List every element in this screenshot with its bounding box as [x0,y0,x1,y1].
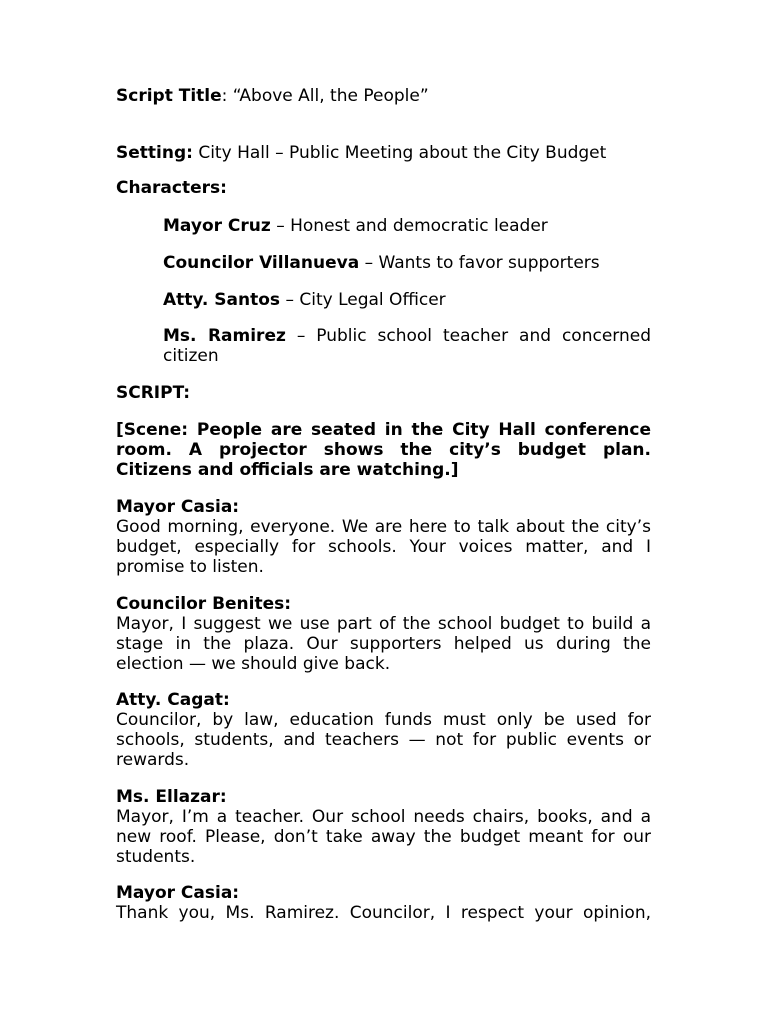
setting-value: City Hall – Public Meeting about the City Budget [192,143,607,163]
speaker-name: Atty. Cagat: [116,690,230,710]
dialogue-block [116,497,651,577]
setting-label: Setting: [116,143,193,163]
character-name: Councilor Villanueva [163,253,360,273]
character-desc: – Public school teacher and concerned citizen [163,326,652,366]
speech-text: Mayor, I’m a teacher. Our school needs chairs, books, and a new roof. Please, don’t take away the budget meant for our students. [116,807,651,867]
speaker-name: Ms. Ellazar: [116,787,227,807]
setting-line [116,143,651,163]
character-name: Mayor Cruz [163,216,271,236]
characters-heading: Characters: [116,178,227,198]
dialogue-block [116,594,651,674]
speech-text: Thank you, Ms. Ramirez. Councilor, I respect your opinion, [116,903,651,923]
character-name: Atty. Santos [163,290,281,310]
character-item [163,216,651,236]
speaker-name: Councilor Benites: [116,594,292,614]
script-page [116,86,651,923]
dialogue-block [116,690,651,770]
script-title-label: Script Title [116,86,222,106]
scene-direction: [Scene: People are seated in the City Hall conference room. A projector shows the city’s budget plan. Citizens and officials are watching.] [116,420,651,480]
character-item [163,290,651,310]
speaker-name: Mayor Casia: [116,497,240,517]
character-desc: – Honest and democratic leader [270,216,548,236]
script-heading: SCRIPT: [116,383,191,403]
dialogue-block [116,883,651,923]
speech-text: Mayor, I suggest we use part of the school budget to build a stage in the plaza. Our supporters helped us during the election — we should give back. [116,614,651,674]
character-item [163,253,651,273]
character-desc: – Wants to favor supporters [359,253,600,273]
character-desc: – City Legal Officer [280,290,446,310]
speaker-name: Mayor Casia: [116,883,240,903]
character-name: Ms. Ramirez [163,326,286,346]
speech-text: Councilor, by law, education funds must only be used for schools, students, and teachers — not for public events or rewards. [116,710,651,770]
character-item [163,326,651,366]
script-title-value: : “Above All, the People” [221,86,429,106]
dialogue-block [116,787,651,867]
speech-text: Good morning, everyone. We are here to talk about the city’s budget, especially for schools. Your voices matter, and I promise to listen. [116,517,651,577]
script-title [116,86,651,106]
